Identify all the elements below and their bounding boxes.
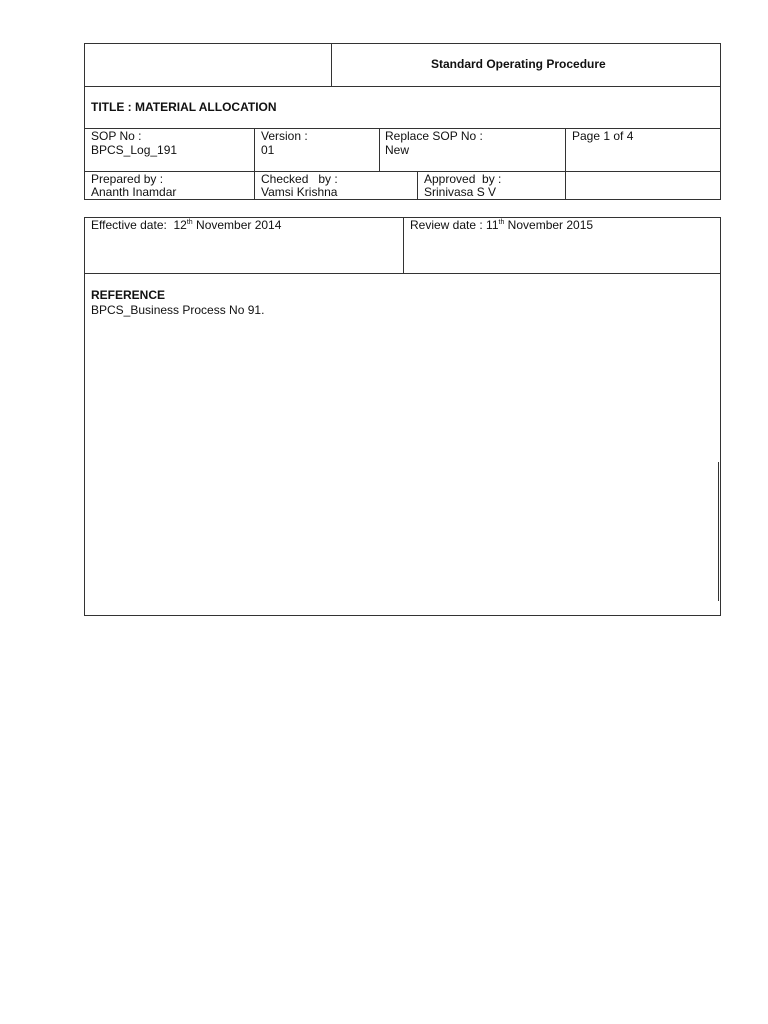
page-number: Page 1 of 4 xyxy=(572,129,634,143)
reference-text: BPCS_Business Process No 91. xyxy=(91,303,265,317)
right-edge-mark xyxy=(718,462,719,601)
prepared-by-value: Ananth Inamdar xyxy=(91,185,177,199)
cell-divider xyxy=(403,217,404,273)
version-label: Version : xyxy=(261,129,308,143)
version-value: 01 xyxy=(261,143,275,157)
replace-sop-label: Replace SOP No : xyxy=(385,129,483,143)
cell-divider xyxy=(417,171,418,200)
prepared-by-label: Prepared by : xyxy=(91,172,164,186)
cell-divider xyxy=(565,128,566,171)
sop-header-table xyxy=(84,43,721,200)
cell-divider xyxy=(254,128,255,171)
header-divider xyxy=(331,43,332,86)
checked-by-value: Vamsi Krishna xyxy=(261,185,338,199)
cell-divider xyxy=(379,128,380,171)
row-divider xyxy=(84,273,721,274)
approved-by-label: Approved by : xyxy=(424,172,502,186)
review-date: Review date : 11th November 2015 xyxy=(410,218,594,232)
row-divider xyxy=(84,86,721,87)
sop-no-value: BPCS_Log_191 xyxy=(91,143,178,157)
reference-heading: REFERENCE xyxy=(91,288,166,302)
checked-by-label: Checked by : xyxy=(261,172,338,186)
approved-by-value: Srinivasa S V xyxy=(424,185,497,199)
replace-sop-value: New xyxy=(385,143,410,157)
page-title: TITLE : MATERIAL ALLOCATION xyxy=(91,100,277,114)
cell-divider xyxy=(565,171,566,200)
effective-date: Effective date: 12th November 2014 xyxy=(91,218,282,232)
cell-divider xyxy=(254,171,255,200)
row-divider xyxy=(84,171,721,172)
details-table xyxy=(84,217,721,616)
doc-type-label: Standard Operating Procedure xyxy=(431,57,606,71)
sop-no-label: SOP No : xyxy=(91,129,142,143)
